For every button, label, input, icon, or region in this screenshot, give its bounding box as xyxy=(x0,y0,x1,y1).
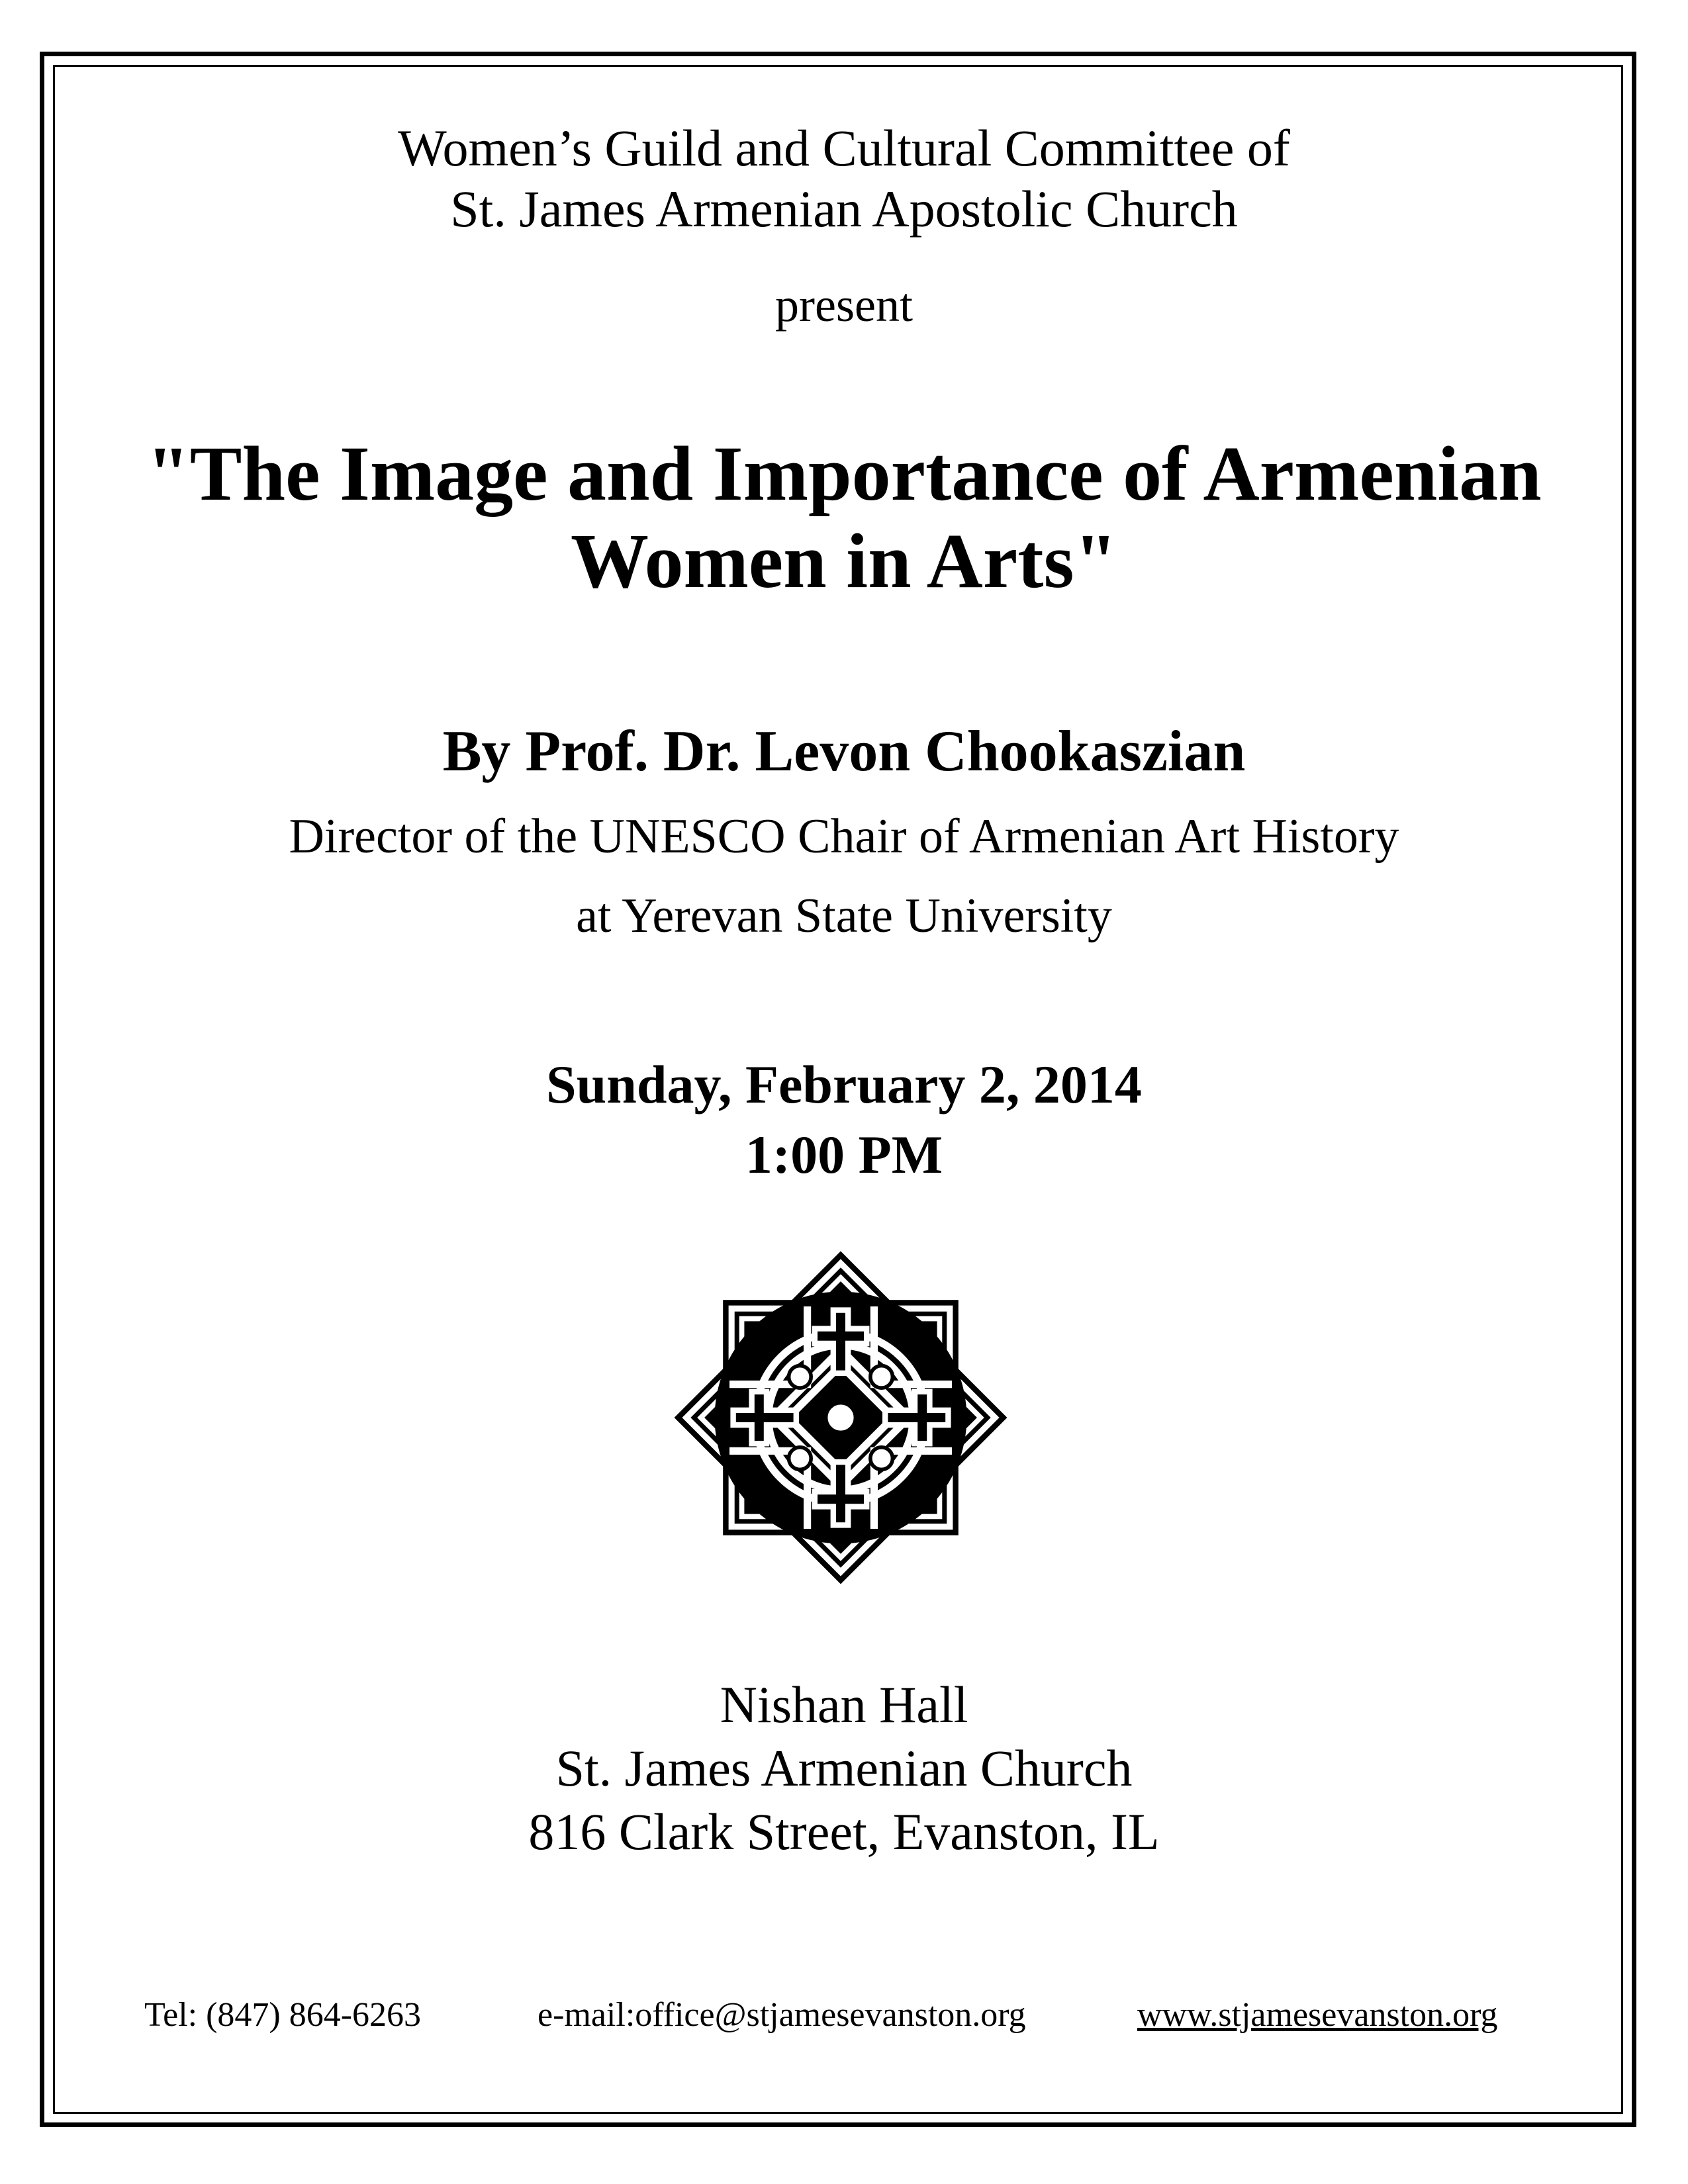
contact-phone: Tel: (847) 864-6263 xyxy=(144,1996,422,2034)
speaker-position-line-2: at Yerevan State University xyxy=(576,889,1112,943)
present-label: present xyxy=(775,279,913,332)
event-time: 1:00 PM xyxy=(745,1124,943,1185)
venue-church: St. James Armenian Church xyxy=(555,1739,1133,1797)
event-date: Sunday, February 2, 2014 xyxy=(546,1054,1142,1115)
event-title-line-2: Women in Arts" xyxy=(571,518,1117,604)
sponsor-line-2: St. James Armenian Apostolic Church xyxy=(450,180,1238,238)
sponsor-line-1: Women’s Guild and Cultural Committee of xyxy=(398,119,1290,177)
armenian-eternity-knot-emblem-icon xyxy=(655,1232,1026,1603)
contact-email[interactable]: e-mail:office@stjamesevanston.org xyxy=(538,1996,1026,2034)
contact-website-link[interactable]: www.stjamesevanston.org xyxy=(1137,1996,1498,2034)
event-title-line-1: "The Image and Importance of Armenian xyxy=(146,430,1542,517)
speaker-position-line-1: Director of the UNESCO Chair of Armenian Art History xyxy=(289,809,1399,864)
venue-hall: Nishan Hall xyxy=(720,1676,968,1733)
venue-address: 816 Clark Street, Evanston, IL xyxy=(528,1803,1160,1860)
speaker-name: By Prof. Dr. Levon Chookaszian xyxy=(442,719,1246,784)
